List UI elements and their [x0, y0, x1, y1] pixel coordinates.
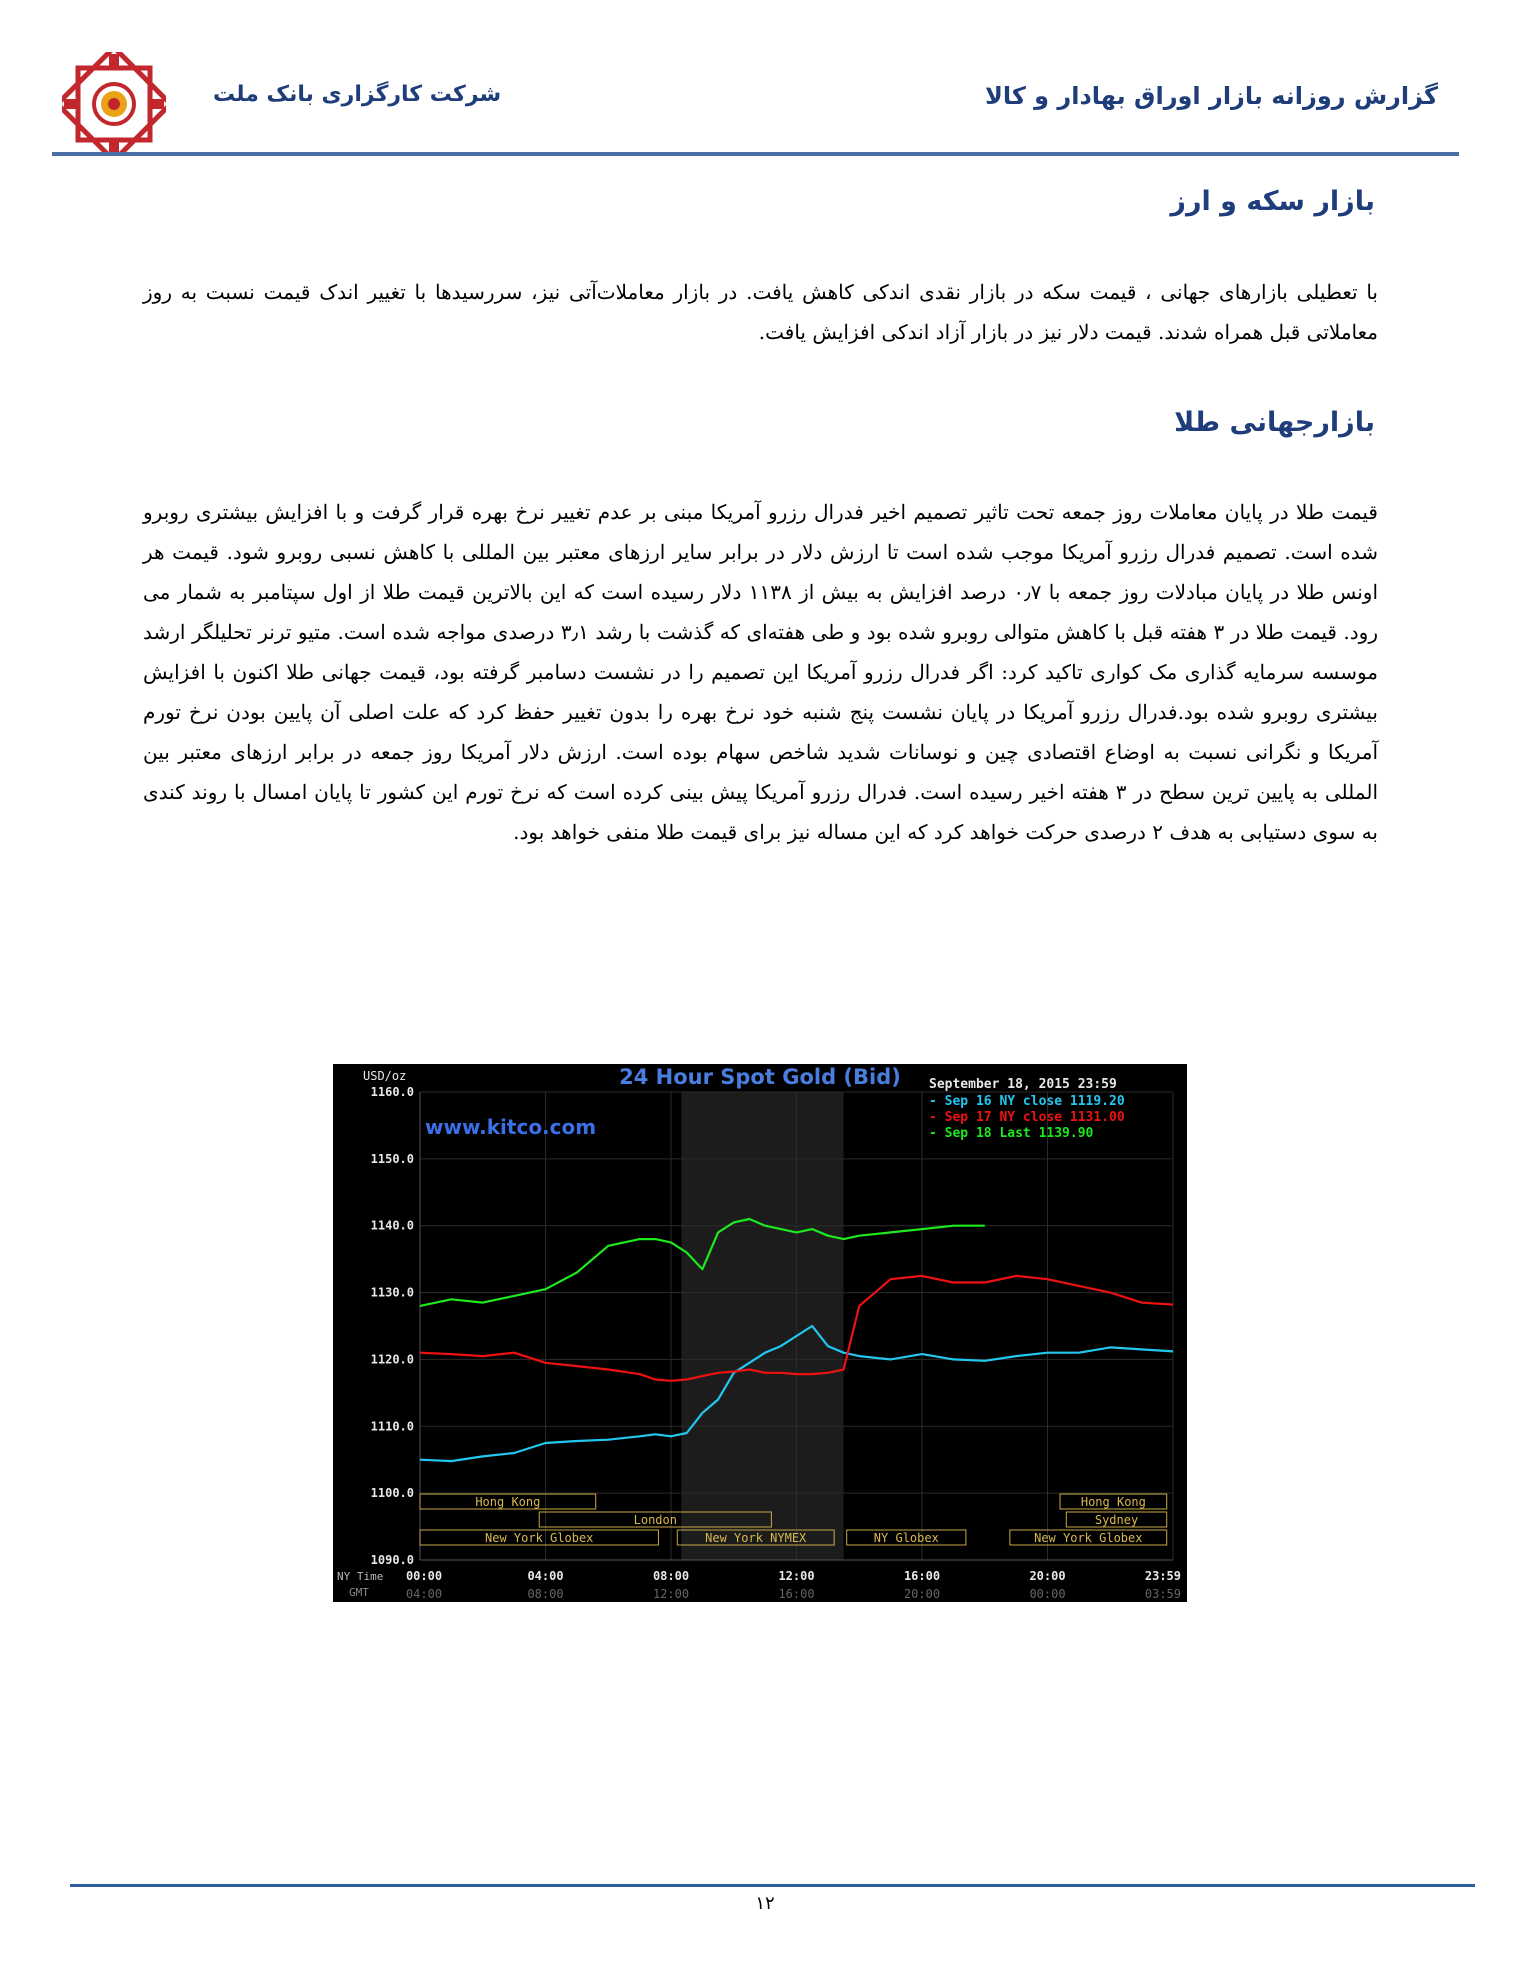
section-heading-coin-currency: بازار سکه و ارز	[1170, 186, 1375, 217]
market-session-label: New York Globex	[485, 1531, 594, 1545]
gmt-tick-label: 12:00	[652, 1587, 690, 1601]
y-tick-label: 1150.0	[370, 1151, 414, 1166]
y-tick-label: 1100.0	[370, 1486, 414, 1501]
section-paragraph-coin-currency: با تعطیلی بازارهای جهانی ، قیمت سکه در بازار نقدی اندکی کاهش یافت. در بازار معاملات‌آتی نیز، سررسیدها با تغییر اندک قیمت نسبت به روز معاملاتی قبل همراه شدند. قیمت دلار نیز در بازار آزاد اندکی افزایش یافت.	[143, 280, 1378, 344]
gold-price-chart	[333, 1064, 1187, 1602]
market-session-label: Sydney	[1094, 1513, 1139, 1527]
x-row-label: NY Time	[337, 1570, 384, 1583]
market-session-label: London	[633, 1513, 677, 1527]
legend-entry: - Sep 17 NY close 1131.00	[929, 1110, 1125, 1125]
report-title: گزارش روزانه بازار اوراق بهادار و کالا	[984, 82, 1438, 110]
section-paragraph-global-gold: قیمت طلا در پایان معاملات روز جمعه تحت تاثیر تصمیم اخیر فدرال رزرو آمریکا مبنی بر عدم تغییر نرخ بهره قرار گرفت و با افزایش بیشتری روبرو شده است. تصمیم فدرال رزرو آمریکا موجب شده است تا ارزش دلار در برابر سایر ارزهای معتبر بین المللی با کاهش نسبی روبرو شود. قیمت هر اونس طلا در پایان مبادلات روز جمعه با ۰٫۷ درصد افزایش به بیش از ۱۱۳۸ دلار رسیده است که این بالاترین قیمت طلا از اول سپتامبر به شمار می رود. قیمت طلا در ۳ هفته قبل با کاهش متوالی روبرو شده بود و طی هفته‌ای که گذشت با رشد ۳٫۱ درصدی مواجه شده است. متیو ترنر تحلیلگر ارشد موسسه سرمایه گذاری مک کواری تاکید کرد: اگر فدرال رزرو آمریکا این تصمیم را در نشست دسامبر گرفته بود، قیمت جهانی طلا اکنون با افزایش بیشتری روبرو شده بود.فدرال رزرو آمریکا در پایان نشست پنج شنبه خود نرخ بهره را بدون تغییر حفظ کرد که علت اصلی آن پایین بودن نرخ تورم آمریکا و نگرانی نسبت به اوضاع اقتصادی چین و نوسانات شدید شاخص سهام بوده است. ارزش دلار آمریکا روز جمعه در برابر ارزهای معتبر بین المللی به پایین ترین سطح در ۳ هفته اخیر رسیده است. فدرال رزرو آمریکا پیش بینی کرده است که نرخ تورم این کشور تا پایان امسال با روند کندی به سوی دستیابی به هدف ۲ درصدی حرکت خواهد کرد که این مساله نیز برای قیمت طلا منفی خواهد بود.	[143, 500, 1379, 844]
y-tick-label: 1160.0	[370, 1085, 414, 1099]
page-number: ۱۲	[755, 1893, 775, 1914]
gmt-tick-label: 16:00	[778, 1587, 815, 1601]
x-tick-label: 20:00	[1029, 1569, 1066, 1583]
bank-mellat-logo-icon	[62, 52, 166, 156]
y-tick-label: 1120.0	[370, 1352, 414, 1367]
section-heading-global-gold: بازارجهانی طلا	[1174, 407, 1375, 438]
market-session-label: Hong Kong	[475, 1495, 541, 1509]
header-divider	[52, 152, 1459, 156]
x-tick-label: 00:00	[405, 1569, 443, 1583]
y-tick-label: 1110.0	[370, 1419, 414, 1434]
x-tick-label: 12:00	[778, 1569, 815, 1583]
chart-title: 24 Hour Spot Gold (Bid)	[619, 1065, 901, 1089]
footer-divider	[70, 1884, 1475, 1887]
chart-svg	[333, 1064, 1187, 1602]
gmt-tick-label: 03:59	[1144, 1587, 1181, 1601]
market-session-label: NY Globex	[873, 1531, 939, 1545]
gmt-tick-label: 00:00	[1029, 1587, 1066, 1601]
y-tick-label: 1140.0	[370, 1218, 414, 1233]
y-tick-label: 1090.0	[370, 1553, 414, 1567]
nymex-session-band	[681, 1092, 843, 1560]
chart-watermark: www.kitco.com	[425, 1115, 597, 1139]
market-session-label: Hong Kong	[1080, 1495, 1146, 1509]
market-session-label: New York NYMEX	[705, 1531, 807, 1545]
chart-date-label: September 18, 2015 23:59	[929, 1077, 1117, 1092]
legend-entry: - Sep 18 Last 1139.90	[929, 1126, 1094, 1141]
market-session-label: New York Globex	[1034, 1531, 1143, 1545]
company-name: شرکت کارگزاری بانک ملت	[213, 82, 502, 107]
gmt-tick-label: 20:00	[903, 1587, 941, 1601]
x-tick-label: 04:00	[527, 1569, 564, 1583]
y-axis-label: USD/oz	[363, 1069, 407, 1083]
x-tick-label: 08:00	[652, 1569, 690, 1583]
gmt-row-label: GMT	[349, 1586, 369, 1599]
y-tick-label: 1130.0	[370, 1285, 414, 1300]
gmt-tick-label: 04:00	[405, 1587, 443, 1601]
legend-entry: - Sep 16 NY close 1119.20	[929, 1094, 1125, 1109]
gmt-tick-label: 08:00	[527, 1587, 564, 1601]
x-tick-label: 23:59	[1144, 1569, 1181, 1583]
x-tick-label: 16:00	[903, 1569, 941, 1583]
